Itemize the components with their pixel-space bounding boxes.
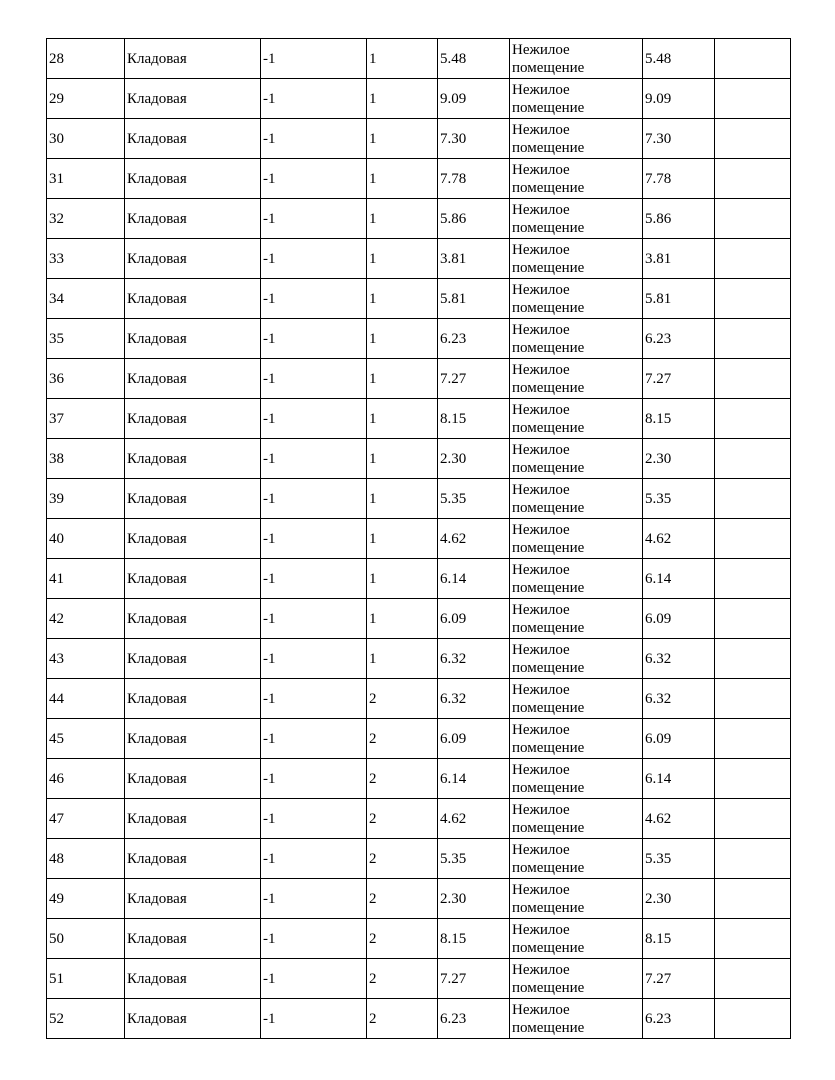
cell-premises-type: Нежилое помещение	[510, 199, 643, 239]
cell-room-name: Кладовая	[125, 519, 261, 559]
cell-section: 2	[367, 999, 438, 1039]
cell-room-name: Кладовая	[125, 119, 261, 159]
cell-note	[715, 639, 791, 679]
cell-floor: -1	[261, 759, 367, 799]
table-row	[47, 479, 791, 519]
cell-section: 1	[367, 359, 438, 399]
cell-total-area: 7.27	[643, 959, 715, 999]
cell-total-area: 2.30	[643, 439, 715, 479]
cell-section: 2	[367, 879, 438, 919]
cell-premises-type: Нежилое помещение	[510, 319, 643, 359]
cell-room-name: Кладовая	[125, 199, 261, 239]
cell-total-area: 5.48	[643, 39, 715, 79]
cell-area: 6.23	[438, 319, 510, 359]
table-row	[47, 679, 791, 719]
cell-area: 3.81	[438, 239, 510, 279]
cell-area: 7.78	[438, 159, 510, 199]
cell-note	[715, 199, 791, 239]
table-row	[47, 559, 791, 599]
cell-note	[715, 399, 791, 439]
cell-number: 38	[47, 439, 125, 479]
cell-floor: -1	[261, 359, 367, 399]
cell-room-name: Кладовая	[125, 759, 261, 799]
cell-premises-type: Нежилое помещение	[510, 239, 643, 279]
cell-note	[715, 519, 791, 559]
cell-note	[715, 719, 791, 759]
cell-room-name: Кладовая	[125, 39, 261, 79]
cell-premises-type: Нежилое помещение	[510, 159, 643, 199]
table-row	[47, 879, 791, 919]
cell-section: 1	[367, 199, 438, 239]
cell-floor: -1	[261, 719, 367, 759]
cell-premises-type: Нежилое помещение	[510, 39, 643, 79]
cell-room-name: Кладовая	[125, 79, 261, 119]
cell-total-area: 5.81	[643, 279, 715, 319]
cell-area: 2.30	[438, 879, 510, 919]
cell-room-name: Кладовая	[125, 879, 261, 919]
cell-number: 40	[47, 519, 125, 559]
cell-area: 6.09	[438, 719, 510, 759]
cell-total-area: 7.27	[643, 359, 715, 399]
cell-area: 9.09	[438, 79, 510, 119]
cell-premises-type: Нежилое помещение	[510, 919, 643, 959]
table-row	[47, 839, 791, 879]
cell-section: 1	[367, 479, 438, 519]
cell-number: 48	[47, 839, 125, 879]
cell-note	[715, 439, 791, 479]
cell-premises-type: Нежилое помещение	[510, 119, 643, 159]
cell-note	[715, 479, 791, 519]
cell-total-area: 6.23	[643, 999, 715, 1039]
cell-total-area: 5.35	[643, 839, 715, 879]
cell-section: 2	[367, 719, 438, 759]
table-row	[47, 719, 791, 759]
cell-area: 5.35	[438, 839, 510, 879]
cell-floor: -1	[261, 159, 367, 199]
table-row	[47, 119, 791, 159]
cell-number: 50	[47, 919, 125, 959]
cell-premises-type: Нежилое помещение	[510, 359, 643, 399]
cell-premises-type: Нежилое помещение	[510, 279, 643, 319]
cell-premises-type: Нежилое помещение	[510, 439, 643, 479]
cell-floor: -1	[261, 679, 367, 719]
cell-section: 2	[367, 839, 438, 879]
cell-total-area: 6.14	[643, 759, 715, 799]
cell-premises-type: Нежилое помещение	[510, 759, 643, 799]
cell-area: 7.30	[438, 119, 510, 159]
cell-room-name: Кладовая	[125, 559, 261, 599]
cell-premises-type: Нежилое помещение	[510, 959, 643, 999]
cell-note	[715, 359, 791, 399]
cell-total-area: 7.78	[643, 159, 715, 199]
cell-total-area: 4.62	[643, 799, 715, 839]
cell-total-area: 6.09	[643, 719, 715, 759]
cell-note	[715, 799, 791, 839]
cell-premises-type: Нежилое помещение	[510, 839, 643, 879]
cell-area: 5.35	[438, 479, 510, 519]
cell-total-area: 6.32	[643, 679, 715, 719]
cell-area: 5.86	[438, 199, 510, 239]
cell-premises-type: Нежилое помещение	[510, 639, 643, 679]
cell-section: 1	[367, 319, 438, 359]
cell-area: 8.15	[438, 919, 510, 959]
cell-note	[715, 879, 791, 919]
table-row	[47, 639, 791, 679]
cell-total-area: 8.15	[643, 919, 715, 959]
cell-area: 5.48	[438, 39, 510, 79]
premises-table	[46, 38, 791, 1039]
cell-note	[715, 679, 791, 719]
cell-floor: -1	[261, 839, 367, 879]
cell-total-area: 3.81	[643, 239, 715, 279]
cell-total-area: 5.35	[643, 479, 715, 519]
cell-section: 1	[367, 279, 438, 319]
cell-note	[715, 839, 791, 879]
cell-number: 43	[47, 639, 125, 679]
table-row	[47, 959, 791, 999]
premises-table-body	[47, 39, 791, 1039]
cell-total-area: 5.86	[643, 199, 715, 239]
cell-area: 5.81	[438, 279, 510, 319]
table-row	[47, 799, 791, 839]
cell-area: 6.32	[438, 639, 510, 679]
cell-premises-type: Нежилое помещение	[510, 999, 643, 1039]
cell-section: 2	[367, 919, 438, 959]
table-row	[47, 79, 791, 119]
cell-premises-type: Нежилое помещение	[510, 719, 643, 759]
table-row	[47, 39, 791, 79]
cell-section: 2	[367, 959, 438, 999]
cell-room-name: Кладовая	[125, 439, 261, 479]
cell-premises-type: Нежилое помещение	[510, 879, 643, 919]
cell-floor: -1	[261, 39, 367, 79]
cell-section: 1	[367, 599, 438, 639]
cell-premises-type: Нежилое помещение	[510, 599, 643, 639]
table-row	[47, 359, 791, 399]
cell-section: 2	[367, 799, 438, 839]
cell-floor: -1	[261, 519, 367, 559]
table-row	[47, 199, 791, 239]
cell-floor: -1	[261, 199, 367, 239]
cell-number: 45	[47, 719, 125, 759]
cell-note	[715, 959, 791, 999]
cell-section: 2	[367, 679, 438, 719]
cell-number: 47	[47, 799, 125, 839]
table-row	[47, 279, 791, 319]
cell-number: 28	[47, 39, 125, 79]
table-row	[47, 999, 791, 1039]
cell-floor: -1	[261, 879, 367, 919]
cell-note	[715, 39, 791, 79]
cell-number: 44	[47, 679, 125, 719]
cell-area: 6.23	[438, 999, 510, 1039]
cell-section: 1	[367, 119, 438, 159]
cell-area: 7.27	[438, 959, 510, 999]
table-row	[47, 319, 791, 359]
cell-total-area: 9.09	[643, 79, 715, 119]
table-row	[47, 399, 791, 439]
cell-number: 31	[47, 159, 125, 199]
cell-area: 6.09	[438, 599, 510, 639]
cell-room-name: Кладовая	[125, 599, 261, 639]
cell-area: 2.30	[438, 439, 510, 479]
cell-room-name: Кладовая	[125, 799, 261, 839]
cell-floor: -1	[261, 239, 367, 279]
cell-room-name: Кладовая	[125, 359, 261, 399]
cell-area: 4.62	[438, 799, 510, 839]
cell-premises-type: Нежилое помещение	[510, 399, 643, 439]
cell-number: 35	[47, 319, 125, 359]
cell-floor: -1	[261, 279, 367, 319]
cell-number: 46	[47, 759, 125, 799]
cell-room-name: Кладовая	[125, 639, 261, 679]
cell-total-area: 6.09	[643, 599, 715, 639]
cell-section: 1	[367, 399, 438, 439]
cell-area: 6.14	[438, 559, 510, 599]
cell-room-name: Кладовая	[125, 479, 261, 519]
cell-area: 6.14	[438, 759, 510, 799]
table-row	[47, 439, 791, 479]
cell-note	[715, 279, 791, 319]
cell-number: 39	[47, 479, 125, 519]
cell-section: 1	[367, 39, 438, 79]
cell-number: 36	[47, 359, 125, 399]
cell-floor: -1	[261, 119, 367, 159]
cell-floor: -1	[261, 319, 367, 359]
cell-floor: -1	[261, 639, 367, 679]
cell-section: 1	[367, 239, 438, 279]
cell-room-name: Кладовая	[125, 999, 261, 1039]
cell-note	[715, 919, 791, 959]
cell-total-area: 4.62	[643, 519, 715, 559]
cell-floor: -1	[261, 799, 367, 839]
cell-note	[715, 119, 791, 159]
cell-floor: -1	[261, 439, 367, 479]
cell-area: 4.62	[438, 519, 510, 559]
cell-number: 32	[47, 199, 125, 239]
cell-room-name: Кладовая	[125, 279, 261, 319]
cell-total-area: 6.14	[643, 559, 715, 599]
cell-number: 42	[47, 599, 125, 639]
cell-room-name: Кладовая	[125, 319, 261, 359]
cell-section: 2	[367, 759, 438, 799]
cell-note	[715, 599, 791, 639]
cell-total-area: 7.30	[643, 119, 715, 159]
cell-total-area: 6.32	[643, 639, 715, 679]
cell-premises-type: Нежилое помещение	[510, 79, 643, 119]
cell-room-name: Кладовая	[125, 679, 261, 719]
cell-section: 1	[367, 519, 438, 559]
cell-room-name: Кладовая	[125, 959, 261, 999]
cell-section: 1	[367, 439, 438, 479]
table-row	[47, 759, 791, 799]
cell-premises-type: Нежилое помещение	[510, 559, 643, 599]
cell-number: 49	[47, 879, 125, 919]
cell-number: 34	[47, 279, 125, 319]
table-row	[47, 599, 791, 639]
cell-premises-type: Нежилое помещение	[510, 679, 643, 719]
cell-section: 1	[367, 639, 438, 679]
cell-room-name: Кладовая	[125, 719, 261, 759]
cell-room-name: Кладовая	[125, 159, 261, 199]
cell-area: 8.15	[438, 399, 510, 439]
table-row	[47, 159, 791, 199]
cell-total-area: 6.23	[643, 319, 715, 359]
cell-floor: -1	[261, 479, 367, 519]
cell-note	[715, 999, 791, 1039]
document-page	[46, 38, 791, 1039]
cell-premises-type: Нежилое помещение	[510, 519, 643, 559]
cell-number: 30	[47, 119, 125, 159]
cell-note	[715, 759, 791, 799]
cell-room-name: Кладовая	[125, 919, 261, 959]
cell-room-name: Кладовая	[125, 399, 261, 439]
cell-room-name: Кладовая	[125, 839, 261, 879]
cell-premises-type: Нежилое помещение	[510, 799, 643, 839]
cell-note	[715, 159, 791, 199]
cell-floor: -1	[261, 999, 367, 1039]
table-row	[47, 919, 791, 959]
cell-number: 41	[47, 559, 125, 599]
cell-note	[715, 319, 791, 359]
cell-floor: -1	[261, 599, 367, 639]
cell-note	[715, 79, 791, 119]
cell-number: 51	[47, 959, 125, 999]
cell-number: 29	[47, 79, 125, 119]
cell-floor: -1	[261, 559, 367, 599]
table-row	[47, 239, 791, 279]
cell-note	[715, 239, 791, 279]
cell-number: 37	[47, 399, 125, 439]
cell-floor: -1	[261, 959, 367, 999]
table-row	[47, 519, 791, 559]
cell-section: 1	[367, 79, 438, 119]
cell-area: 6.32	[438, 679, 510, 719]
cell-premises-type: Нежилое помещение	[510, 479, 643, 519]
cell-note	[715, 559, 791, 599]
cell-floor: -1	[261, 399, 367, 439]
cell-floor: -1	[261, 919, 367, 959]
cell-floor: -1	[261, 79, 367, 119]
cell-area: 7.27	[438, 359, 510, 399]
cell-section: 1	[367, 159, 438, 199]
cell-room-name: Кладовая	[125, 239, 261, 279]
cell-total-area: 8.15	[643, 399, 715, 439]
cell-number: 52	[47, 999, 125, 1039]
cell-number: 33	[47, 239, 125, 279]
cell-total-area: 2.30	[643, 879, 715, 919]
cell-section: 1	[367, 559, 438, 599]
